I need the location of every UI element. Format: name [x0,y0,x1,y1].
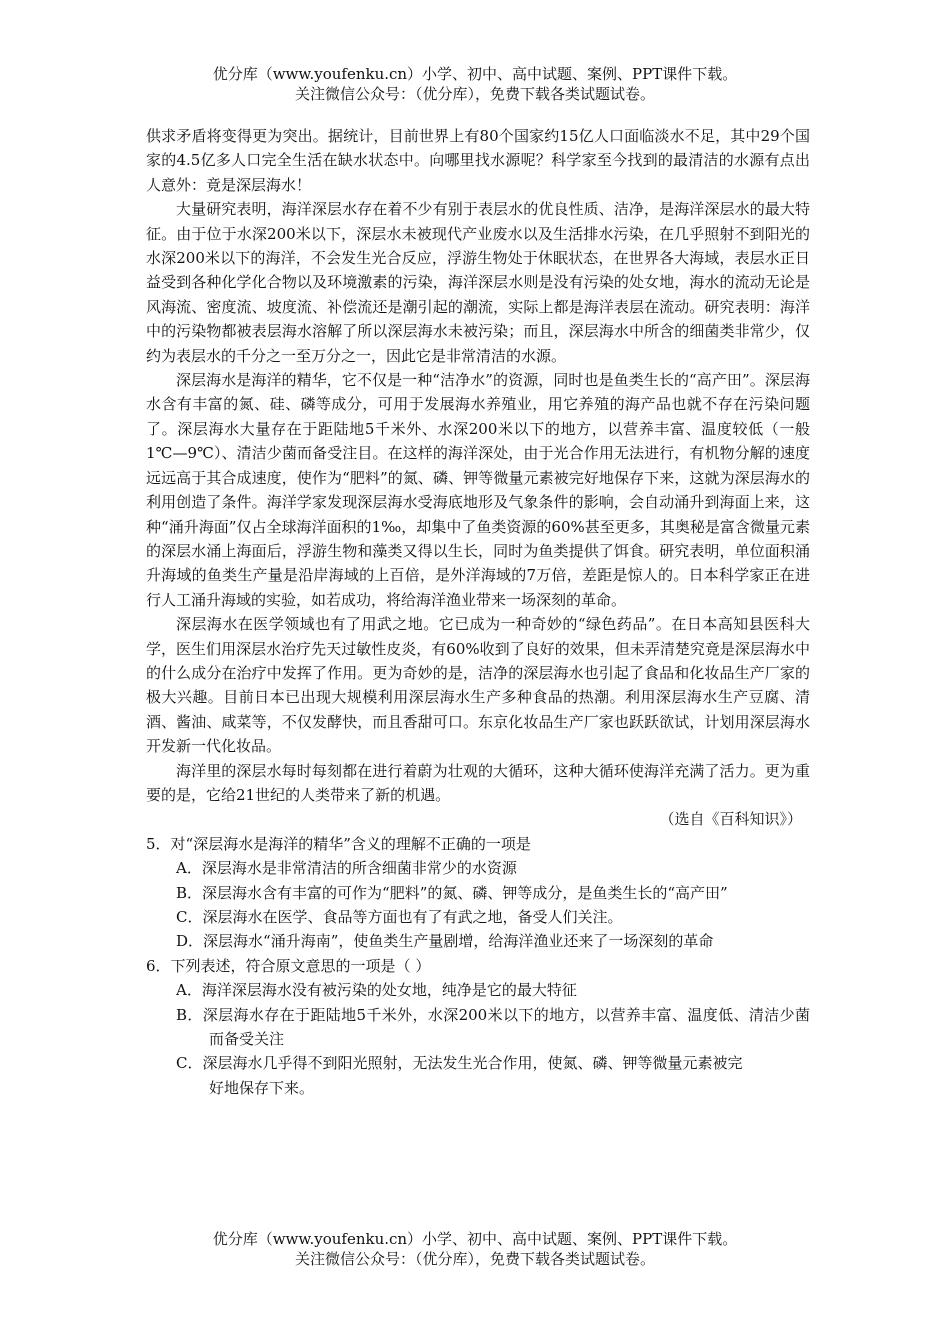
article-paragraph-2: 深层海水是海洋的精华，它不仅是一种“洁净水”的资源，同时也是鱼类生长的“高产田”。深层海水含有丰富的氮、硅、磷等成分，可用于发展海水养殖业，用它养殖的海产品也就不存在污染问题了。深层海水大量存在于距陆地5千米外、水深200米以下的地方，以营养丰富、温度较低（一般1℃—9℃）、清洁少菌而备受注目。在这样的海洋深处，由于光合作用无法进行，有机物分解的速度远远高于其合成速度，使作为“肥料”的氮、磷、钾等微量元素被完好地保存下来，这就为深层海水的利用创造了条件。海洋学家发现深层海水受海底地形及气象条件的影响，会自动涌升到海面上来，这种“涌升海面”仅占全球海洋面积的1‰，却集中了鱼类资源的60%甚至更多，其奥秘是富含微量元素的深层水涌上海面后，浮游生物和藻类又得以生长，同时为鱼类提供了饵食。研究表明，单位面积涌升海域的鱼类生产量是沿岸海域的上百倍，是外洋海域的7万倍，差距是惊人的。日本科学家正在进行人工涌升海域的实验，如若成功，将给海洋渔业带来一场深刻的革命。 [146,371,810,609]
article-paragraph-0: 供求矛盾将变得更为突出。据统计，目前世界上有80个国家约15亿人口面临淡水不足，其中29个国家的4.5亿多人口完全生活在缺水状态中。向哪里找水源呢？科学家至今找到的最清洁的水源有点出人意外：竟是深层海水！ [146,127,810,194]
footer-line-1: 优分库（www.youfenku.cn）小学、初中、高中试题、案例、PPT课件下载。 [212,1230,738,1248]
question-6-option-c-continued: 好地保存下来。 [209,1078,315,1097]
article-paragraph-1: 大量研究表明，海洋深层水存在着不少有别于表层水的优良性质、洁净，是海洋深层水的最大特征。由于位于水深200米以下，深层水未被现代产业废水以及生活排水污染，在几乎照射不到阳光的水深200米以下的海洋，不会发生光合反应，浮游生物处于休眠状态，在世界各大海域，表层水正日益受到各种化学化合物以及环境激素的污染，海洋深层水则是没有污染的处女地，海水的流动无论是风海流、密度流、坡度流、补偿流还是潮引起的潮流，实际上都是海洋表层在流动。研究表明：海洋中的污染物都被表层海水溶解了所以深层海水未被污染；而且，深层海水中所含的细菌类非常少，仅约为表层水的千分之一至万分之一，因此它是非常清洁的水源。 [146,200,810,365]
footer-line-2: 关注微信公众号：（优分库），免费下载各类试题试卷。 [294,1250,655,1268]
header-line-1: 优分库（www.youfenku.cn）小学、初中、高中试题、案例、PPT课件下载。 [212,65,738,83]
question-6-option-b: B．深层海水存在于距陆地5千米外，水深200米以下的地方，以营养丰富、温度低、清洁少菌而备受关注 [176,1005,810,1049]
page-header [0,64,950,104]
question-5-option-a: A．深层海水是非常清洁的所含细菌非常少的水资源 [176,859,517,878]
question-6-option-a: A．海洋深层海水没有被污染的处女地，纯净是它的最大特征 [176,981,577,1000]
question-5-option-c: C．深层海水在医学、食品等方面也有了有武之地，备受人们关注。 [176,908,623,926]
question-6-stem: 6．下列表述，符合原文意思的一项是（ ） [146,956,431,975]
question-5-stem: 5．对“深层海水是海洋的精华”含义的理解不正确的一项是 [146,834,531,853]
document-body [146,124,810,1100]
article-paragraph-3: 深层海水在医学领域也有了用武之地。它已成为一种奇妙的“绿色药品”。在日本高知县医科大学，医生们用深层水治疗先天过敏性皮炎，有60%收到了良好的效果，但未弄清楚究竟是深层海水中的什么成分在治疗中发挥了作用。更为奇妙的是，洁净的深层海水也引起了食品和化妆品生产厂家的极大兴趣。目前日本已出现大规模利用深层海水生产多种食品的热潮。利用深层海水生产豆腐、清酒、酱油、咸菜等，不仅发酵快，而且香甜可口。东京化妆品生产厂家也跃跃欲试，计划用深层海水开发新一代化妆品。 [146,615,810,756]
article-source: （选自《百科知识》） [659,810,802,829]
question-5-option-d: D．深层海水“涌升海南”，使鱼类生产量剧增，给海洋渔业还来了一场深刻的革命 [176,932,714,951]
article-paragraph-4: 海洋里的深层水每时每刻都在进行着蔚为壮观的大循环，这种大循环使海洋充满了活力。更为重要的是，它给21世纪的人类带来了新的机遇。 [146,761,810,804]
question-6-option-c: C．深层海水几乎得不到阳光照射，无法发生光合作用，使氮、磷、钾等微量元素被完 [176,1054,743,1073]
header-line-2: 关注微信公众号：（优分库），免费下载各类试题试卷。 [294,85,655,103]
question-5-option-b: B．深层海水含有丰富的可作为“肥料”的氮、磷、钾等成分，是鱼类生长的“高产田” [176,883,728,902]
page-footer [0,1229,950,1269]
